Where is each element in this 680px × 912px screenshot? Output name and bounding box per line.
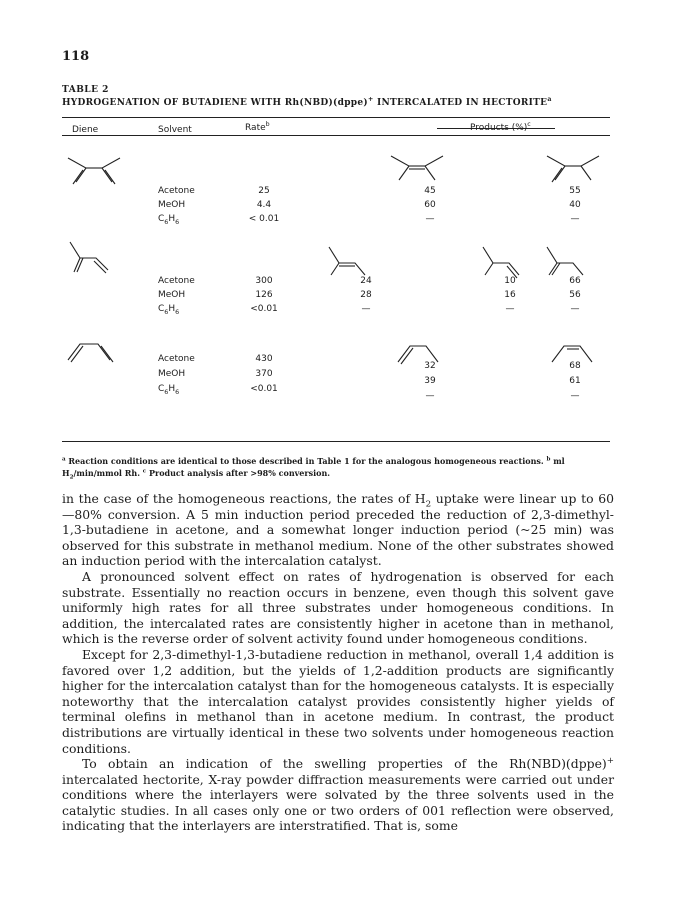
header-diene: Diene bbox=[72, 125, 99, 135]
row-2-3-product-1: — bbox=[361, 304, 371, 314]
row-2-1-product-2: 10 bbox=[504, 276, 516, 286]
row-3-1-rate: 430 bbox=[255, 354, 273, 364]
1,3-butadiene-structure-icon bbox=[64, 336, 124, 364]
row-3-3-rate: <0.01 bbox=[250, 384, 278, 394]
body-text bbox=[62, 491, 614, 834]
page-number: 118 bbox=[62, 49, 90, 64]
row-3-1-solvent: Acetone bbox=[158, 354, 195, 364]
row-2-3-solvent: $C_6H_6$ bbox=[158, 304, 180, 316]
row-1-3-solvent: $C_6H_6$ bbox=[158, 214, 180, 226]
paragraph-2: A pronounced solvent effect on rates of hydrogenation is observed for each substrate. Essentially no reaction occurs in benzene, even though this solvent gave uniformly high rates for all three substrates under homogeneous conditions. In addition, the intercalated rates are consistently higher in acetone than in methanol, which is the reverse order of solvent activity found under homogeneous conditions. bbox=[62, 568, 614, 647]
row-1-1-product-1: 45 bbox=[424, 186, 436, 196]
table-bottom-rule bbox=[62, 441, 610, 442]
3-methyl-1-butene-structure-icon bbox=[477, 241, 527, 275]
row-2-2-rate: 126 bbox=[255, 290, 273, 300]
row-1-2-rate: 4.4 bbox=[256, 200, 272, 210]
row-2-3-product-3: — bbox=[570, 304, 580, 314]
row-1-3-rate: < 0.01 bbox=[248, 214, 280, 224]
table-label: TABLE 2 bbox=[62, 85, 109, 95]
row-2-2-product-1: 28 bbox=[360, 290, 372, 300]
2,3-dimethyl-1,3-butadiene-structure-icon bbox=[64, 154, 124, 188]
2-methyl-1-butene-structure-icon bbox=[541, 241, 591, 275]
row-3-3-product-1: — bbox=[425, 391, 435, 401]
row-3-2-product-2: 61 bbox=[569, 376, 581, 386]
row-3-3-product-2: — bbox=[570, 391, 580, 401]
row-1-2-product-1: 60 bbox=[424, 200, 436, 210]
row-2-3-rate: <0.01 bbox=[250, 304, 278, 314]
table-title-footnote-mark: a bbox=[547, 96, 552, 103]
isoprene-structure-icon bbox=[64, 238, 124, 272]
row-2-1-product-1: 24 bbox=[360, 276, 372, 286]
table-title: HYDROGENATION OF BUTADIENE WITH Rh(NBD)(dppe)+ INTERCALATED IN HECTORITE$^a$ bbox=[62, 96, 552, 108]
header-products: Products (%)$^c$ bbox=[470, 121, 531, 133]
row-2-1-product-3: 66 bbox=[569, 276, 581, 286]
row-2-2-solvent: MeOH bbox=[158, 290, 186, 300]
row-1-1-solvent: Acetone bbox=[158, 186, 195, 196]
row-3-3-solvent: $C_6H_6$ bbox=[158, 384, 180, 396]
row-3-2-solvent: MeOH bbox=[158, 369, 186, 379]
row-1-1-product-2: 55 bbox=[569, 186, 581, 196]
table-header-rule bbox=[62, 135, 610, 136]
paragraph-1: in the case of the homogeneous reactions, the rates of $H_2$ uptake were linear up to 60—80% conversion. A 5 min induction period preceded the reduction of 2,3-dimethyl-1,3-butadiene in acetone, and a somewhat longer induction period (~25 min) was observed for this substrate in methanol medium. None of the other substrates showed an induction period with the intercalation catalyst. bbox=[62, 491, 614, 569]
row-1-3-product-1: — bbox=[425, 214, 435, 224]
table-footnotes: $^a$ Reaction conditions are identical to those described in Table 1 for the analogous homogeneous reactions. $^b$ ml $H_2/\min$/mmol Rh. $^c$ Product analysis after >98% conversion. bbox=[62, 456, 565, 481]
2,3-dimethyl-2-butene-structure-icon bbox=[387, 152, 447, 186]
row-1-3-product-2: — bbox=[570, 214, 580, 224]
row-2-2-product-3: 56 bbox=[569, 290, 581, 300]
row-1-2-solvent: MeOH bbox=[158, 200, 186, 210]
row-3-1-product-2: 68 bbox=[569, 361, 581, 371]
row-3-1-product-1: 32 bbox=[424, 361, 436, 371]
row-2-1-rate: 300 bbox=[255, 276, 273, 286]
2-methyl-2-butene-structure-icon bbox=[323, 241, 373, 275]
header-rate: Rate$^b$ bbox=[245, 121, 270, 133]
header-solvent: Solvent bbox=[158, 125, 192, 135]
table-top-rule bbox=[62, 117, 610, 118]
row-3-2-product-1: 39 bbox=[424, 376, 436, 386]
row-2-2-product-2: 16 bbox=[504, 290, 516, 300]
row-1-2-product-2: 40 bbox=[569, 200, 581, 210]
row-3-2-rate: 370 bbox=[255, 369, 273, 379]
row-1-1-rate: 25 bbox=[258, 186, 270, 196]
paragraph-3: Except for 2,3-dimethyl-1,3-butadiene reduction in methanol, overall 1,4 addition is favored over 1,2 addition, but the yields of 1,2-addition products are significantly higher for the intercalation catalyst than for the homogeneous catalysts. It is especially noteworthy that the intercalation catalyst provides consistently higher yields of terminal olefins in methanol than in acetone medium. In contrast, the product distributions are virtually identical in these two solvents under homogeneous reaction conditions. bbox=[62, 646, 614, 756]
paragraph-4: To obtain an indication of the swelling properties of the Rh(NBD)(dppe)+ intercalated hectorite, X-ray powder diffraction measurements were carried out under conditions where the interlayers were solvated by the three solvents used in the catalytic studies. In all cases only one or two orders of 001 reflection were observed, indicating that the interlayers are interstratified. That is, some bbox=[62, 755, 614, 834]
row-2-1-solvent: Acetone bbox=[158, 276, 195, 286]
row-2-3-product-2: — bbox=[505, 304, 515, 314]
2,3-dimethyl-1-butene-structure-icon bbox=[543, 152, 603, 186]
